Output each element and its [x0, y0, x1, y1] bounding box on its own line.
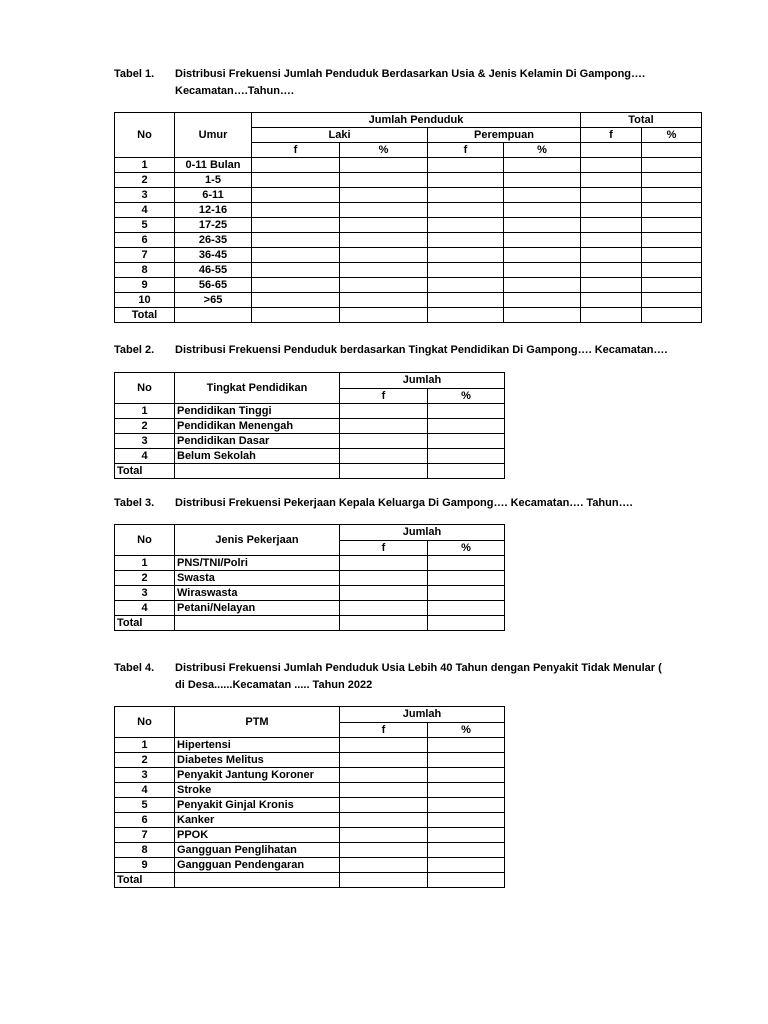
cell — [340, 263, 428, 278]
cell — [642, 293, 702, 308]
cell — [581, 293, 642, 308]
header-laki-pct: % — [340, 143, 428, 158]
tabel4-title-line1: Distribusi Frekuensi Jumlah Penduduk Usia Lebih 40 Tahun dengan Penyakit Tidak Menular ( — [175, 662, 662, 674]
cell — [504, 248, 581, 263]
cell — [428, 218, 504, 233]
table-row — [115, 556, 505, 571]
cell — [428, 768, 505, 783]
header-laki: Laki — [252, 128, 428, 143]
cell — [252, 278, 340, 293]
table-row — [115, 828, 505, 843]
cell — [428, 738, 505, 753]
cell — [252, 308, 340, 323]
cell — [428, 873, 505, 888]
cell — [428, 308, 504, 323]
tabel4-label: Tabel 4. — [114, 662, 155, 674]
header-perempuan-pct: % — [504, 143, 581, 158]
row-umur: 46-55 — [175, 263, 252, 278]
tabel2-table — [114, 372, 505, 479]
cell — [175, 464, 340, 479]
cell — [504, 188, 581, 203]
row-umur: 0-11 Bulan — [175, 158, 252, 173]
total-label: Total — [115, 308, 175, 323]
header-item: PTM — [175, 707, 340, 738]
cell — [340, 173, 428, 188]
row-no: 10 — [115, 293, 175, 308]
cell — [428, 843, 505, 858]
cell — [504, 233, 581, 248]
cell — [642, 218, 702, 233]
cell — [340, 464, 428, 479]
cell — [340, 556, 428, 571]
cell — [581, 173, 642, 188]
cell — [340, 293, 428, 308]
row-item: Belum Sekolah — [175, 449, 340, 464]
cell — [642, 248, 702, 263]
row-item: Pendidikan Menengah — [175, 419, 340, 434]
cell — [340, 434, 428, 449]
table-row — [115, 188, 702, 203]
header-total-pct: % — [642, 128, 702, 143]
total-row — [115, 308, 702, 323]
row-no: 6 — [115, 233, 175, 248]
cell — [642, 158, 702, 173]
cell — [504, 158, 581, 173]
tabel2-title: Distribusi Frekuensi Penduduk berdasarkan Tingkat Pendidikan Di Gampong…. Kecamatan…. — [175, 344, 668, 356]
table-row — [115, 173, 702, 188]
table-row — [115, 263, 702, 278]
header-no: No — [115, 707, 175, 738]
cell — [252, 188, 340, 203]
cell — [642, 233, 702, 248]
cell — [642, 308, 702, 323]
table-row — [115, 843, 505, 858]
table-row — [115, 813, 505, 828]
header-no: No — [115, 113, 175, 158]
table-row — [115, 449, 505, 464]
row-no: 2 — [115, 173, 175, 188]
row-no: 7 — [115, 248, 175, 263]
cell — [252, 263, 340, 278]
tabel3-caption — [114, 495, 704, 512]
cell — [428, 858, 505, 873]
row-item: Hipertensi — [175, 738, 340, 753]
cell — [428, 828, 505, 843]
cell — [581, 218, 642, 233]
cell — [504, 278, 581, 293]
cell — [252, 248, 340, 263]
cell — [504, 293, 581, 308]
header-no: No — [115, 373, 175, 404]
row-no: 9 — [115, 278, 175, 293]
total-label: Total — [115, 873, 175, 888]
table-row — [115, 419, 505, 434]
header-total: Total — [581, 113, 702, 128]
cell — [581, 278, 642, 293]
cell — [252, 293, 340, 308]
row-no: 8 — [115, 263, 175, 278]
cell — [581, 308, 642, 323]
cell — [428, 813, 505, 828]
header-jumlah: Jumlah — [340, 373, 505, 389]
cell — [175, 873, 340, 888]
empty-cell — [642, 143, 702, 158]
cell — [428, 419, 505, 434]
row-no: 3 — [115, 434, 175, 449]
tabel2-label: Tabel 2. — [114, 344, 155, 356]
header-item: Tingkat Pendidikan — [175, 373, 340, 404]
header-pct: % — [428, 722, 505, 738]
table-row — [115, 248, 702, 263]
tabel3-title: Distribusi Frekuensi Pekerjaan Kepala Keluarga Di Gampong…. Kecamatan…. Tahun…. — [175, 497, 633, 509]
cell — [340, 768, 428, 783]
table-row — [115, 404, 505, 419]
row-item: Penyakit Jantung Koroner — [175, 768, 340, 783]
tabel3-table — [114, 524, 505, 631]
cell — [428, 404, 505, 419]
cell — [642, 203, 702, 218]
cell — [252, 218, 340, 233]
row-no: 2 — [115, 753, 175, 768]
total-row — [115, 464, 505, 479]
cell — [340, 404, 428, 419]
cell — [428, 798, 505, 813]
cell — [428, 449, 505, 464]
cell — [504, 203, 581, 218]
row-no: 1 — [115, 738, 175, 753]
cell — [428, 233, 504, 248]
tabel2-caption — [114, 342, 704, 359]
cell — [504, 263, 581, 278]
cell — [340, 203, 428, 218]
cell — [340, 278, 428, 293]
tabel1-table — [114, 112, 702, 323]
row-umur: 17-25 — [175, 218, 252, 233]
row-no: 4 — [115, 449, 175, 464]
table-row — [115, 218, 702, 233]
row-no: 4 — [115, 783, 175, 798]
cell — [428, 783, 505, 798]
header-jumlah: Jumlah — [340, 525, 505, 541]
row-item: Pendidikan Tinggi — [175, 404, 340, 419]
cell — [642, 278, 702, 293]
table-row — [115, 278, 702, 293]
row-umur: >65 — [175, 293, 252, 308]
total-label: Total — [115, 464, 175, 479]
tabel4-title-line2: di Desa......Kecamatan ..... Tahun 2022 — [175, 679, 373, 691]
row-item: Stroke — [175, 783, 340, 798]
table-row — [115, 768, 505, 783]
row-umur: 6-11 — [175, 188, 252, 203]
cell — [340, 586, 428, 601]
cell — [340, 419, 428, 434]
header-umur: Umur — [175, 113, 252, 158]
table-row — [115, 293, 702, 308]
row-item: Swasta — [175, 571, 340, 586]
cell — [428, 586, 505, 601]
cell — [340, 858, 428, 873]
cell — [340, 753, 428, 768]
tabel1-label: Tabel 1. — [114, 68, 155, 80]
cell — [504, 218, 581, 233]
row-no: 1 — [115, 556, 175, 571]
table-row — [115, 858, 505, 873]
row-item: Gangguan Pendengaran — [175, 858, 340, 873]
table-row — [115, 601, 505, 616]
cell — [340, 248, 428, 263]
row-no: 3 — [115, 768, 175, 783]
cell — [340, 828, 428, 843]
row-item: Wiraswasta — [175, 586, 340, 601]
cell — [340, 218, 428, 233]
cell — [340, 843, 428, 858]
row-item: Pendidikan Dasar — [175, 434, 340, 449]
header-no: No — [115, 525, 175, 556]
row-item: Penyakit Ginjal Kronis — [175, 798, 340, 813]
table-row — [115, 738, 505, 753]
cell — [340, 308, 428, 323]
cell — [428, 248, 504, 263]
row-no: 6 — [115, 813, 175, 828]
cell — [340, 158, 428, 173]
table-row — [115, 798, 505, 813]
cell — [428, 188, 504, 203]
cell — [175, 308, 252, 323]
header-pct: % — [428, 388, 505, 404]
tabel1-title-line2: Kecamatan….Tahun…. — [175, 85, 294, 97]
row-umur: 26-35 — [175, 233, 252, 248]
row-no: 5 — [115, 798, 175, 813]
table-row — [115, 233, 702, 248]
tabel4-caption — [114, 660, 704, 694]
tabel1-title-line1: Distribusi Frekuensi Jumlah Penduduk Berdasarkan Usia & Jenis Kelamin Di Gampong…. — [175, 68, 646, 80]
empty-cell — [581, 143, 642, 158]
row-umur: 12-16 — [175, 203, 252, 218]
header-item: Jenis Pekerjaan — [175, 525, 340, 556]
row-item: PNS/TNI/Polri — [175, 556, 340, 571]
header-perempuan-f: f — [428, 143, 504, 158]
row-no: 9 — [115, 858, 175, 873]
table-row — [115, 203, 702, 218]
header-f: f — [340, 388, 428, 404]
table-row — [115, 753, 505, 768]
cell — [340, 813, 428, 828]
header-f: f — [340, 722, 428, 738]
header-jumlah-penduduk: Jumlah Penduduk — [252, 113, 581, 128]
header-total-f: f — [581, 128, 642, 143]
header-f: f — [340, 540, 428, 556]
tabel3-label: Tabel 3. — [114, 497, 155, 509]
header-jumlah: Jumlah — [340, 707, 505, 723]
row-umur: 1-5 — [175, 173, 252, 188]
row-no: 2 — [115, 571, 175, 586]
cell — [428, 464, 505, 479]
tabel4-table — [114, 706, 505, 888]
cell — [340, 873, 428, 888]
row-no: 3 — [115, 188, 175, 203]
cell — [642, 173, 702, 188]
row-no: 3 — [115, 586, 175, 601]
total-row — [115, 873, 505, 888]
table-row — [115, 434, 505, 449]
header-laki-f: f — [252, 143, 340, 158]
cell — [340, 233, 428, 248]
cell — [642, 188, 702, 203]
table-row — [115, 158, 702, 173]
cell — [428, 263, 504, 278]
cell — [340, 798, 428, 813]
row-item: Kanker — [175, 813, 340, 828]
cell — [504, 173, 581, 188]
cell — [428, 434, 505, 449]
cell — [581, 233, 642, 248]
row-item: Petani/Nelayan — [175, 601, 340, 616]
row-no: 4 — [115, 601, 175, 616]
row-no: 1 — [115, 158, 175, 173]
cell — [428, 556, 505, 571]
row-umur: 56-65 — [175, 278, 252, 293]
row-no: 1 — [115, 404, 175, 419]
cell — [428, 571, 505, 586]
cell — [504, 308, 581, 323]
table-row — [115, 783, 505, 798]
tabel1-caption — [114, 66, 714, 100]
cell — [340, 783, 428, 798]
table-row — [115, 586, 505, 601]
cell — [340, 449, 428, 464]
row-no: 5 — [115, 218, 175, 233]
cell — [428, 601, 505, 616]
cell — [252, 233, 340, 248]
row-umur: 36-45 — [175, 248, 252, 263]
total-row — [115, 616, 505, 631]
cell — [581, 158, 642, 173]
total-label: Total — [115, 616, 175, 631]
cell — [252, 173, 340, 188]
cell — [428, 158, 504, 173]
cell — [428, 616, 505, 631]
row-no: 2 — [115, 419, 175, 434]
cell — [252, 203, 340, 218]
header-pct: % — [428, 540, 505, 556]
cell — [428, 173, 504, 188]
cell — [428, 293, 504, 308]
cell — [581, 263, 642, 278]
cell — [642, 263, 702, 278]
row-no: 7 — [115, 828, 175, 843]
cell — [428, 278, 504, 293]
row-item: Diabetes Melitus — [175, 753, 340, 768]
cell — [581, 203, 642, 218]
cell — [340, 601, 428, 616]
cell — [428, 203, 504, 218]
header-perempuan: Perempuan — [428, 128, 581, 143]
cell — [581, 188, 642, 203]
table-row — [115, 571, 505, 586]
row-no: 8 — [115, 843, 175, 858]
cell — [340, 616, 428, 631]
cell — [252, 158, 340, 173]
row-item: Gangguan Penglihatan — [175, 843, 340, 858]
row-no: 4 — [115, 203, 175, 218]
cell — [428, 753, 505, 768]
cell — [340, 188, 428, 203]
row-item: PPOK — [175, 828, 340, 843]
cell — [340, 738, 428, 753]
cell — [581, 248, 642, 263]
cell — [340, 571, 428, 586]
cell — [175, 616, 340, 631]
